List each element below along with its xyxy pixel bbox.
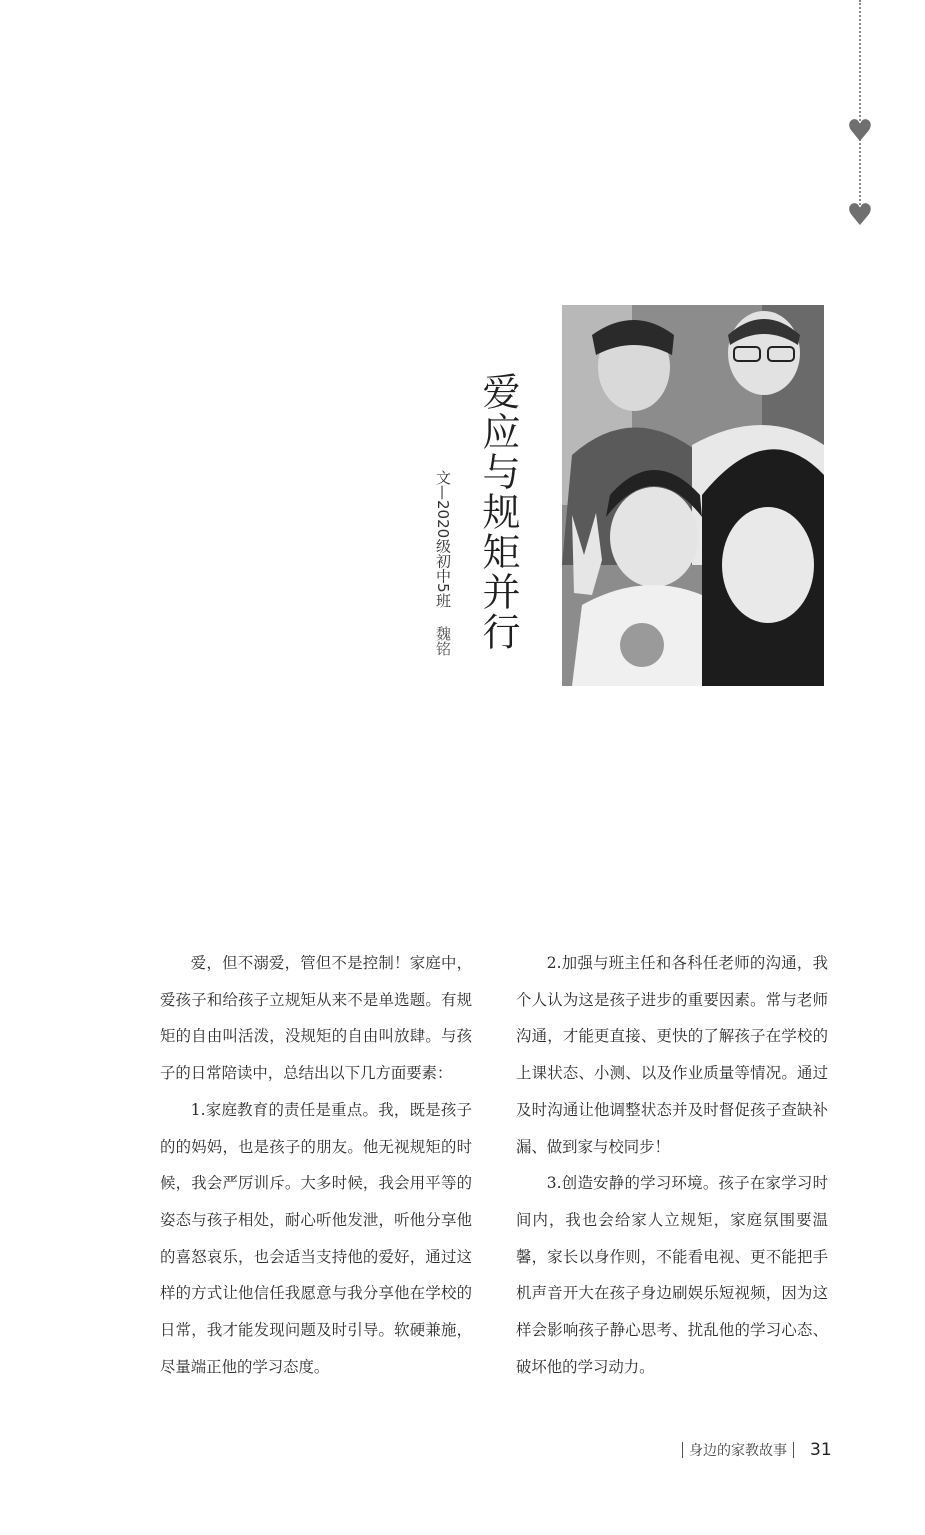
byline-class: 2020级初中5班 bbox=[434, 500, 452, 608]
footer-section-name: 身边的家教故事 bbox=[689, 1443, 787, 1459]
byline-author-name: 魏铭 bbox=[434, 625, 452, 656]
dotted-decoration-line bbox=[859, 0, 861, 212]
paragraph: 1.家庭教育的责任是重点。我，既是孩子的的妈妈，也是孩子的朋友。他无视规矩的时候，我会严厉训斥。大多时候，我会用平等的姿态与孩子相处，耐心听他发泄，听他分享他的喜怒哀乐，也会适当支持他的爱好，通过这样的方式让他信任我愿意与我分享他在学校的日常，我才能发现问题及时引导。软硬兼施，尽量端正他的学习态度。 bbox=[160, 1100, 472, 1376]
heart-icon: ♥ bbox=[846, 114, 874, 149]
author-byline bbox=[430, 470, 454, 656]
footer-divider bbox=[793, 1442, 794, 1458]
footer-divider bbox=[682, 1442, 683, 1458]
heart-icon: ♥ bbox=[846, 198, 874, 233]
byline-prefix: 文— bbox=[434, 470, 452, 500]
paragraph: 爱，但不溺爱，管但不是控制！家庭中，爱孩子和给孩子立规矩从来不是单选题。有规矩的自由叫活泼，没规矩的自由叫放肆。与孩子的日常陪读中，总结出以下几方面要素： bbox=[160, 954, 472, 1083]
family-photo-image bbox=[562, 305, 824, 686]
family-photo bbox=[562, 305, 824, 686]
paragraph: 3.创造安静的学习环境。孩子在家学习时间内，我也会给家人立规矩，家庭氛围要温馨，家长以身作则，不能看电视、更不能把手机声音开大在孩子身边刷娱乐短视频，因为这样会影响孩子静心思考、扰乱他的学习心态、破坏他的学习动力。 bbox=[516, 1174, 828, 1376]
body-column-left bbox=[160, 945, 472, 1385]
page-footer bbox=[676, 1438, 832, 1462]
paragraph: 2.加强与班主任和各科任老师的沟通，我个人认为这是孩子进步的重要因素。常与老师沟通，才能更直接、更快的了解孩子在学校的上课状态、小测、以及作业质量等情况。通过及时沟通让他调整状态并及时督促孩子查缺补漏、做到家与校同步！ bbox=[516, 954, 828, 1156]
page-number: 31 bbox=[810, 1440, 832, 1460]
body-column-right bbox=[516, 945, 828, 1385]
article-title: 爱应与规矩并行 bbox=[476, 372, 520, 652]
